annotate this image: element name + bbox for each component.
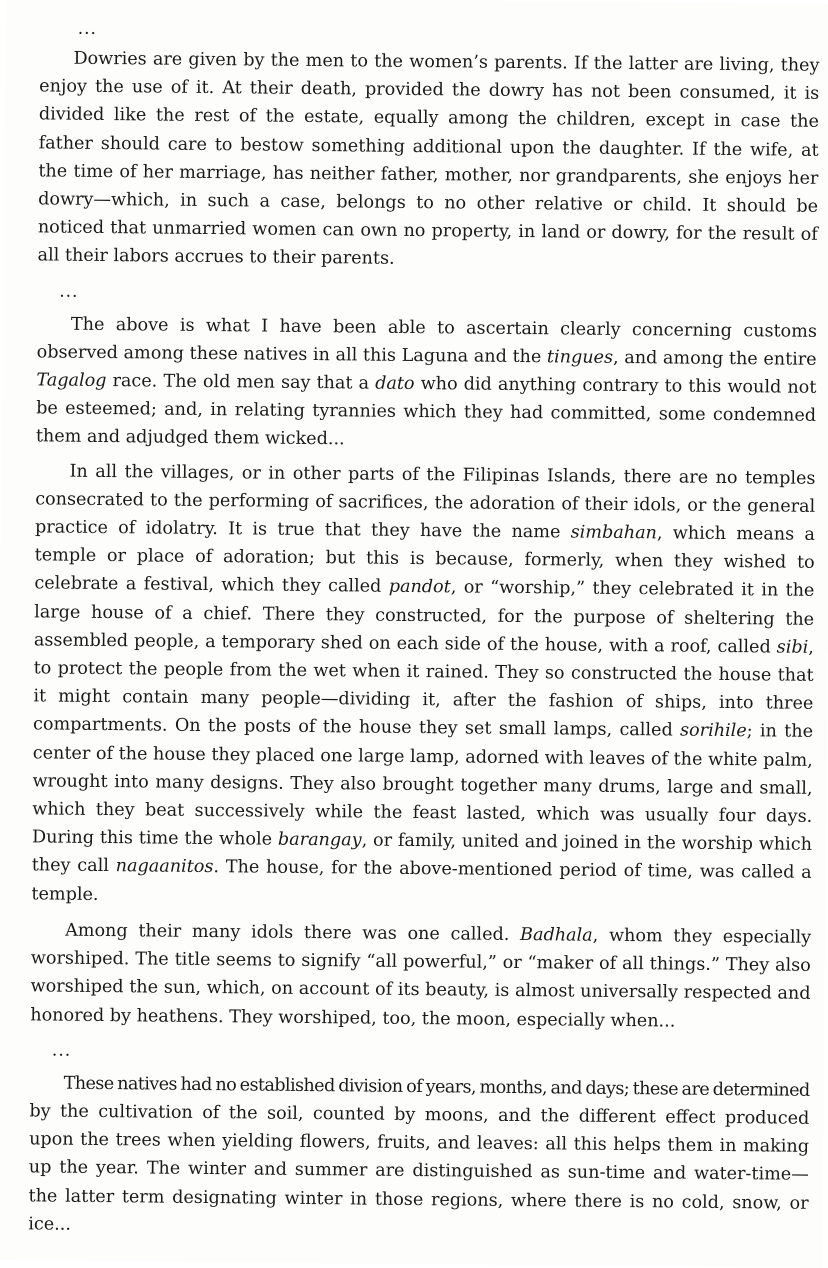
paragraph-temples xyxy=(31,457,815,916)
text-run: These natives had no established division of years, months, and days; these are determined xyxy=(63,1073,810,1101)
ellipsis-marker: ... xyxy=(59,281,79,302)
text-run: ; in the center of the house they placed one large lamp, adorned with leaves of the white palm, wrought into many designs. They also brought together many drums, large and small, which they beat successively while the feast lasted, which was usually four days. During this time the whole xyxy=(31,721,814,850)
text-run: Among their many idols there was one called. xyxy=(65,920,521,945)
italic-term: Badhala xyxy=(519,924,593,946)
text-run: . The house, for the above-mentioned period of time, was called a temple. xyxy=(31,857,812,905)
text-run: by the cultivation of the soil, counted by moons, and the different effect produced upon the trees when yielding flowers, fruits, and leaves: all this helps them in making up the year. The winter and summer are distinguished as sun-time and water-time—the latter term designating winter in those regions, where there is no cold, snow, or ice... xyxy=(28,1101,810,1235)
text-run: , which means a temple or place of adoration; but this is because, formerly, when they wished to celebrate a festival, which they called xyxy=(34,523,816,598)
text-run: race. The old men say that a xyxy=(106,371,376,394)
paragraph-dowries: Dowries are given by the men to the women’s parents. If the latter are living, they enjoy the use of it. At their death, provided the dowry has not been consumed, it is divided like the rest of the estate, equally among the children, except in case the father should care to bestow something additional upon the daughter. If the wife, at the time of her marriage, has neither father, mother, nor grandparents, she enjoys her dowry—which, in such a case, belongs to no other relative or child. It should be noticed that unmarried women can own no property, in land or dowry, for the result of all their labors accrues to their parents. xyxy=(37,48,820,270)
italic-term: sibi xyxy=(776,637,809,658)
italic-term: Tagalog xyxy=(36,370,107,392)
italic-term: dato xyxy=(375,373,415,395)
italic-term: sorihile xyxy=(679,721,747,742)
italic-term: simbahan xyxy=(570,522,658,544)
text-run: , whom they especially worshiped. The title seems to signify “all powerful,” or “maker of all things.” They also worshiped the sun, which, on account of its beauty, is almost universally respected and honored by heathens. They worshiped, too, the moon, especially when... xyxy=(30,925,812,1032)
ellipsis-marker: ... xyxy=(77,18,98,39)
paragraph-calendar xyxy=(28,1069,810,1246)
italic-term: tingues xyxy=(546,347,614,368)
text-run: In all the villages, or in other parts of the Filipinas Islands, there are no temples consecrated to the performing of sacrifices, the adoration of their idols, or the general practice of idolatry. It is true that they have the name xyxy=(34,461,816,543)
text-run: , to protect the people from the wet when it rained. They so constructed the house that it might contain many people—dividing it, after the fashion of ships, into three compartments. On the posts of the house they set small lamps, called xyxy=(32,637,814,742)
text-run: The above is what I have been able to ascertain clearly concerning customs observed among these natives in all this Laguna and the xyxy=(36,314,817,368)
text-run: who did anything contrary to this would not be esteemed; and, in relating tyrannies which they had committed, some condemned them and adjudged them wicked... xyxy=(35,374,817,450)
italic-term: nagaanitos xyxy=(115,856,214,878)
ellipsis-marker: ... xyxy=(51,1040,72,1061)
paragraph-customs xyxy=(36,310,817,458)
paragraph-idols xyxy=(30,916,811,1036)
text-run: , and among the entire xyxy=(612,347,817,370)
text-run: , or family, united and joined in the worship which they call xyxy=(31,830,813,877)
italic-term: pandot xyxy=(388,577,451,598)
text-run: , or “worship,” they celebrated it in the large house of a chief. There they constructed, for the purpose of sheltering the assembled people, a temporary shed on each side of the house, with a roof, called xyxy=(33,577,815,658)
italic-term: barangay xyxy=(277,829,362,851)
